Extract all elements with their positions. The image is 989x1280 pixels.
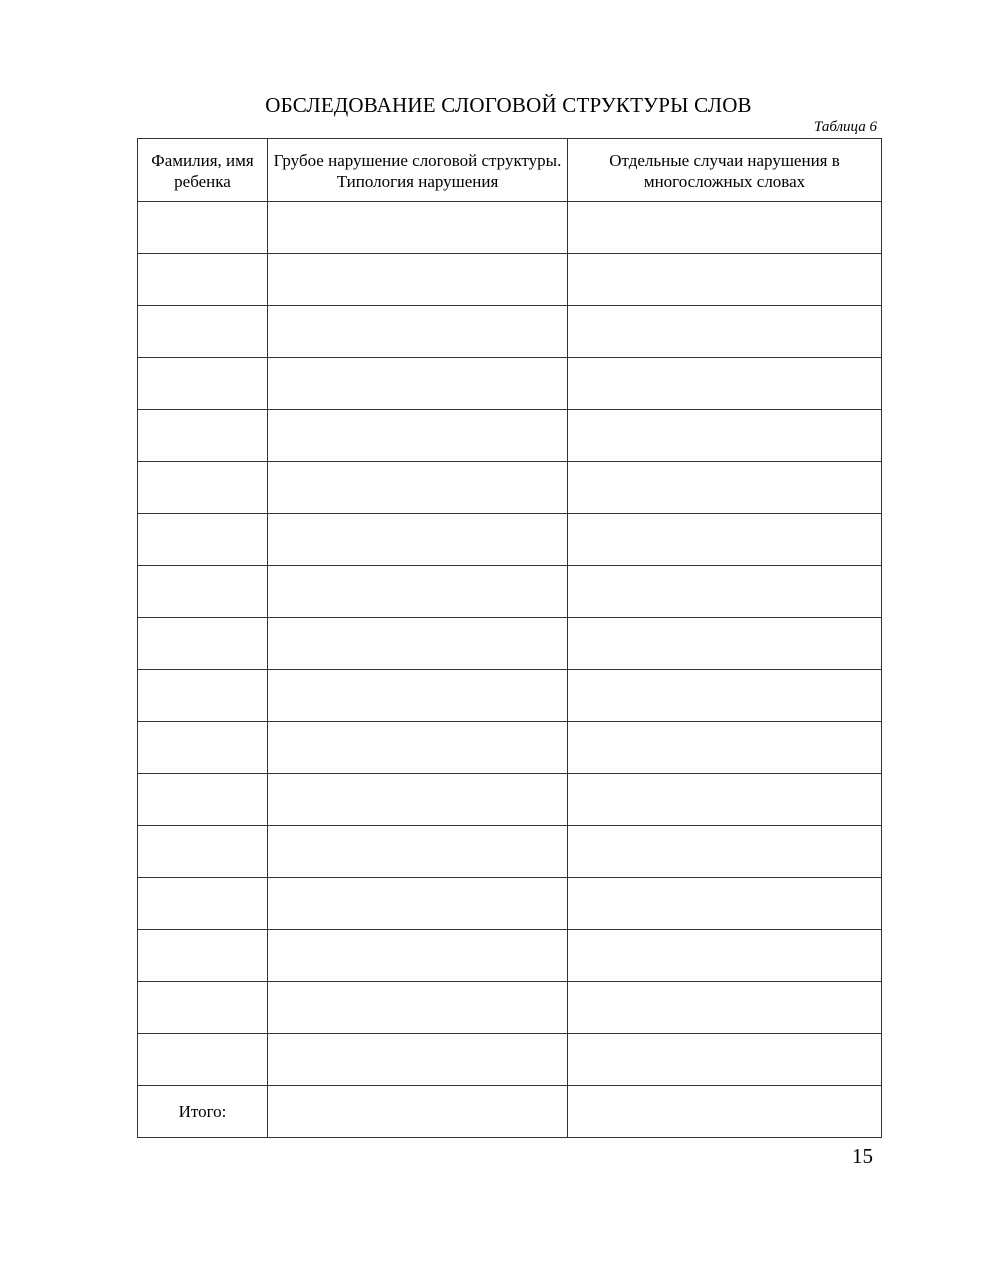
- isolated-cases-cell: [568, 410, 882, 462]
- gross-violation-cell: [268, 670, 568, 722]
- gross-violation-cell: [268, 1034, 568, 1086]
- name-cell: [138, 774, 268, 826]
- isolated-cases-cell: [568, 930, 882, 982]
- name-cell: [138, 878, 268, 930]
- table-row: [138, 358, 882, 410]
- isolated-cases-cell: [568, 774, 882, 826]
- header-isolated-cases: Отдельные случаи нарушения в многосложных словах: [568, 139, 882, 202]
- gross-violation-cell: [268, 982, 568, 1034]
- table-row: [138, 202, 882, 254]
- name-cell: [138, 306, 268, 358]
- isolated-cases-cell: [568, 254, 882, 306]
- name-cell: [138, 930, 268, 982]
- isolated-cases-cell: [568, 202, 882, 254]
- table-row: [138, 462, 882, 514]
- isolated-cases-cell: [568, 878, 882, 930]
- isolated-cases-cell: [568, 358, 882, 410]
- gross-violation-cell: [268, 618, 568, 670]
- gross-violation-cell: [268, 254, 568, 306]
- table-row: [138, 826, 882, 878]
- gross-violation-cell: [268, 462, 568, 514]
- gross-violation-cell: [268, 878, 568, 930]
- table-row: [138, 878, 882, 930]
- isolated-cases-cell: [568, 722, 882, 774]
- page-title: ОБСЛЕДОВАНИЕ СЛОГОВОЙ СТРУКТУРЫ СЛОВ: [265, 93, 752, 117]
- gross-violation-cell: [268, 306, 568, 358]
- total-label: Итого:: [138, 1086, 268, 1138]
- name-cell: [138, 826, 268, 878]
- table-row: [138, 514, 882, 566]
- name-cell: [138, 982, 268, 1034]
- table-body: [138, 202, 882, 1138]
- gross-violation-cell: [268, 410, 568, 462]
- table-row: [138, 566, 882, 618]
- total-gross-cell: [268, 1086, 568, 1138]
- gross-violation-cell: [268, 358, 568, 410]
- table-row: [138, 306, 882, 358]
- table-row: [138, 930, 882, 982]
- name-cell: [138, 722, 268, 774]
- gross-violation-cell: [268, 826, 568, 878]
- total-row: [138, 1086, 882, 1138]
- gross-violation-cell: [268, 774, 568, 826]
- table-row: [138, 670, 882, 722]
- table-row: [138, 1034, 882, 1086]
- table-row: [138, 410, 882, 462]
- table-caption: Таблица 6: [814, 119, 877, 135]
- name-cell: [138, 1034, 268, 1086]
- name-cell: [138, 462, 268, 514]
- table-row: [138, 618, 882, 670]
- total-isolated-cell: [568, 1086, 882, 1138]
- isolated-cases-cell: [568, 1034, 882, 1086]
- table-row: [138, 722, 882, 774]
- table-row: [138, 774, 882, 826]
- gross-violation-cell: [268, 722, 568, 774]
- header-child-name: Фамилия, имя ребенка: [138, 139, 268, 202]
- name-cell: [138, 670, 268, 722]
- name-cell: [138, 514, 268, 566]
- header-gross-violation: Грубое нарушение слоговой структуры. Типология нарушения: [268, 139, 568, 202]
- name-cell: [138, 410, 268, 462]
- isolated-cases-cell: [568, 462, 882, 514]
- name-cell: [138, 202, 268, 254]
- isolated-cases-cell: [568, 670, 882, 722]
- name-cell: [138, 618, 268, 670]
- table-header-row: [138, 139, 882, 202]
- isolated-cases-cell: [568, 618, 882, 670]
- page-number: 15: [852, 1144, 873, 1168]
- gross-violation-cell: [268, 930, 568, 982]
- isolated-cases-cell: [568, 982, 882, 1034]
- isolated-cases-cell: [568, 306, 882, 358]
- survey-table: [137, 138, 882, 1138]
- name-cell: [138, 254, 268, 306]
- gross-violation-cell: [268, 202, 568, 254]
- name-cell: [138, 566, 268, 618]
- gross-violation-cell: [268, 566, 568, 618]
- isolated-cases-cell: [568, 514, 882, 566]
- name-cell: [138, 358, 268, 410]
- table-row: [138, 254, 882, 306]
- isolated-cases-cell: [568, 826, 882, 878]
- gross-violation-cell: [268, 514, 568, 566]
- table-row: [138, 982, 882, 1034]
- isolated-cases-cell: [568, 566, 882, 618]
